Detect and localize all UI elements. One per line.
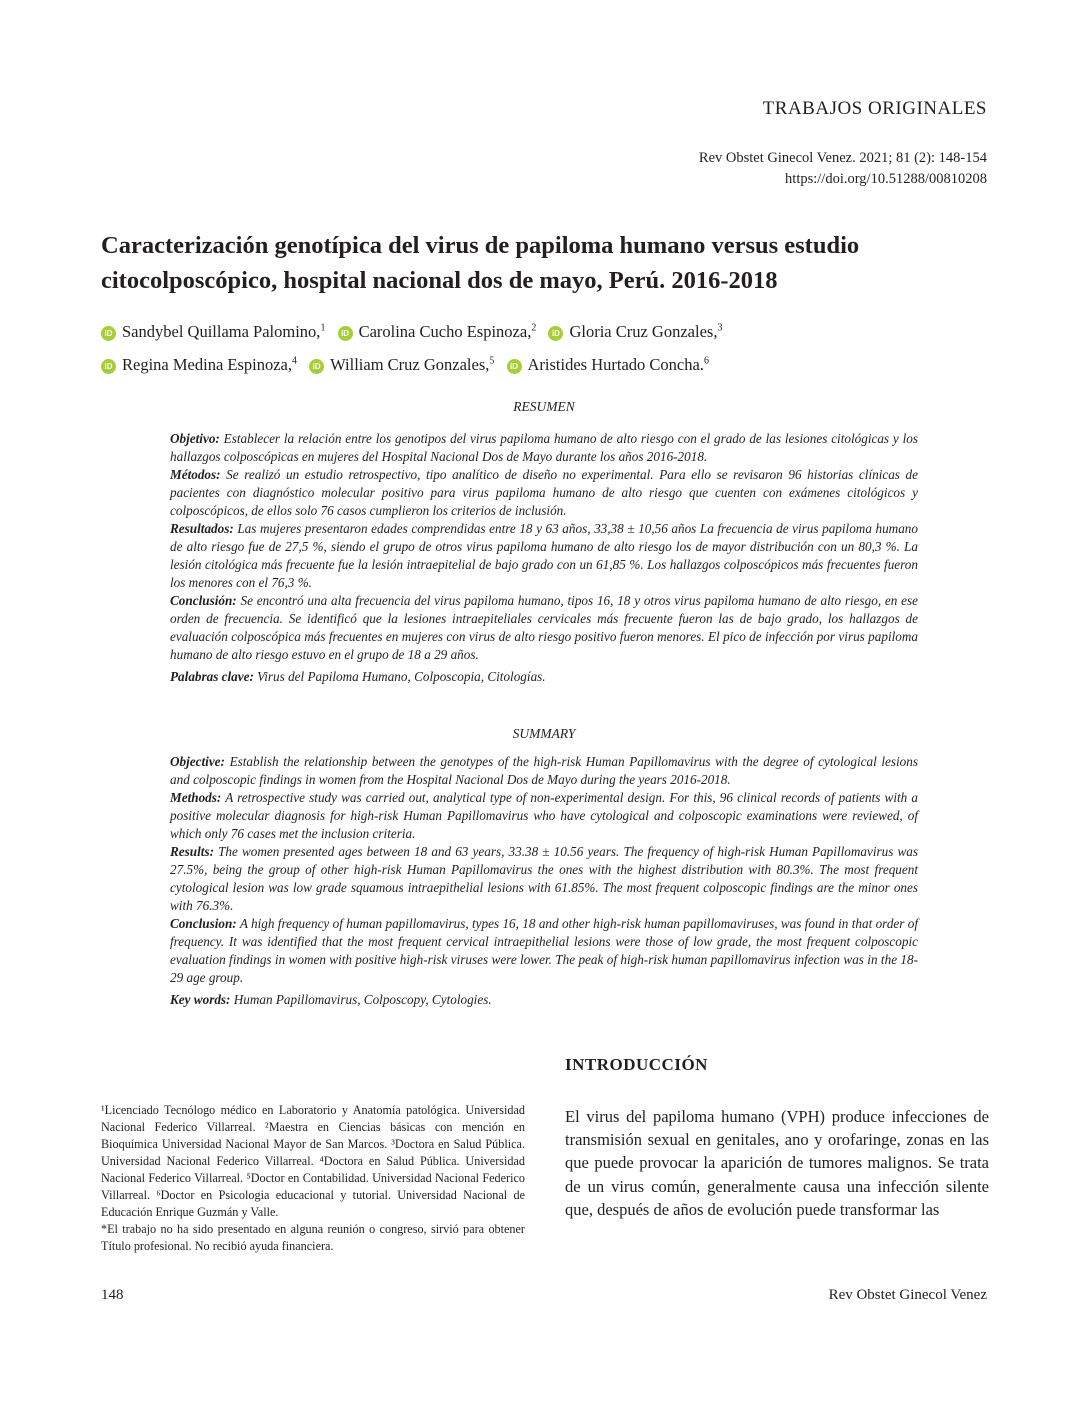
- resumen-objetivo: Objetivo: Establecer la relación entre los genotipos del virus papiloma humano de alto riesgo con el grado de las lesiones citológicas y los hallazgos colposcópicas en mujeres del Hospital Nacional Dos de Mayo durante los años 2016-2018.: [170, 431, 918, 464]
- article-title: Caracterización genotípica del virus de papiloma humano versus estudio citocolposcópico, hospital nacional dos de mayo, Perú. 2016-2018: [101, 232, 860, 294]
- journal-citation: Rev Obstet Ginecol Venez. 2021; 81 (2): 148-154: [698, 150, 987, 166]
- funding-note: *El trabajo no ha sido presentado en alguna reunión o congreso, sirvió para obtener Título profesional. No recibió ayuda financiera.: [101, 1222, 525, 1253]
- citation-block: [699, 148, 987, 190]
- resumen-body: [170, 430, 918, 686]
- resumen-conclusion: Conclusión: Se encontró una alta frecuencia del virus papiloma humano, tipos 16, 18 y otros virus papiloma humano de alto riesgo, en ese orden de frecuencia. Se identificó que la lesiones intraepiteliales cervicales más frecuente fueron las de bajo grado, los hallazgos de evaluación colposcópica más frecuentes en mujeres con virus de alto riesgo positivo fueron menores. El pico de infección por virus papiloma humano de alto riesgo estuvo en el grupo de 18 a 29 años.: [170, 593, 918, 662]
- author[interactable]: iD Gloria Cruz Gonzales,$^3$: [548, 322, 722, 341]
- orcid-icon[interactable]: iD: [507, 359, 522, 374]
- author[interactable]: iD Regina Medina Espinoza,$^4$: [101, 355, 297, 374]
- author[interactable]: iD Sandybel Quillama Palomino,$^1$: [101, 322, 325, 341]
- orcid-icon[interactable]: iD: [101, 326, 116, 341]
- author[interactable]: iD William Cruz Gonzales,$^5$: [309, 355, 494, 374]
- resumen-resultados: Resultados: Las mujeres presentaron edades comprendidas entre 18 y 63 años, 33,38 ± 10,56 años La frecuencia de virus papiloma humano de alto riesgo fue de 27,5 %, siendo el grupo de otros virus papiloma humano de alto riesgo los de mayor distribución con un 80,3 %. La lesión citológica más frecuente fue la lesión intraepitelial de bajo grado con un 61,85 %. Los hallazgos colposcópicos más frecuentes fueron los menores con el 76,3 %.: [170, 521, 918, 590]
- orcid-icon[interactable]: iD: [309, 359, 324, 374]
- doi-link[interactable]: https://doi.org/10.51288/00810208: [785, 171, 987, 187]
- intro-heading: INTRODUCCIÓN: [565, 1055, 708, 1074]
- orcid-icon[interactable]: iD: [338, 326, 353, 341]
- author[interactable]: iD Carolina Cucho Espinoza,$^2$: [338, 322, 537, 341]
- author-list: [101, 313, 991, 380]
- footer-journal: Rev Obstet Ginecol Venez: [828, 1287, 987, 1303]
- resumen-keywords: Palabras clave: Virus del Papiloma Humano, Colposcopia, Citologías.: [170, 669, 546, 684]
- summary-methods: Methods: A retrospective study was carried out, analytical type of non-experimental design. For this, 96 clinical records of patients with a positive molecular diagnosis for high-risk Human Papillomavirus who have cytological and colposcopic examinations were reviewed, of which only 76 cases met the inclusion criteria.: [170, 790, 919, 841]
- summary-body: [170, 753, 918, 1009]
- summary-results: Results: The women presented ages between 18 and 63 years, 33.38 ± 10.56 years. The frequency of high-risk Human Papillomavirus was 27.5%, being the group of other high-risk Human Papillomavirus the ones with the highest distribution with 80.3%. The most frequent cytological lesion was low grade squamous intraepithelial lesions with 61.85%. The most frequent colposcopic findings are the minor ones with 76.3%.: [170, 844, 918, 913]
- resumen-metodos: Métodos: Se realizó un estudio retrospectivo, tipo analítico de diseño no experimental. Para ello se revisaron 96 historias clínicas de pacientes con diagnóstico molecular positivo para virus papiloma humano de alto riesgo que cuenten con exámenes citológicos y colposcópicos, de ellos solo 76 casos cumplieron los criterios de inclusión.: [170, 467, 918, 518]
- intro-paragraph: El virus del papiloma humano (VPH) produce infecciones de transmisión sexual en genitales, ano y orofaringe, zonas en las que puede provocar la aparición de tumores malignos. Se trata de un virus común, generalmente causa una infección silente que, después de años de evolución puede transformar las: [565, 1107, 989, 1219]
- summary-conclusion: Conclusion: A high frequency of human papillomavirus, types 16, 18 and other high-risk human papillomaviruses, was found in that order of frequency. It was identified that the most frequent cervical intraepithelial lesions were those of low grade, the most frequent colposcopic evaluation findings in women with positive high-risk viruses were lower. The peak of high-risk human papillomavirus infection was in the 18-29 age group.: [170, 916, 919, 985]
- summary-objective: Objective: Establish the relationship between the genotypes of the high-risk Human Papillomavirus with the degree of cytological lesions and colposcopic findings in women from the Hospital Nacional Dos de Mayo during the years 2016-2018.: [170, 754, 919, 787]
- page-number: 148: [101, 1287, 124, 1303]
- summary-heading: SUMMARY: [512, 726, 576, 741]
- resumen-heading: RESUMEN: [513, 399, 575, 414]
- summary-keywords: Key words: Human Papillomavirus, Colposcopy, Cytologies.: [170, 992, 492, 1007]
- affiliations-note: ¹Licenciado Tecnólogo médico en Laboratorio y Anatomía patológica. Universidad Nacional Federico Villarreal. ²Maestra en Ciencias básicas con mención en Bioquímica Universidad Nacional Mayor de San Marcos. ³Doctora en Salud Pública. Universidad Nacional Federico Villarreal. ⁴Doctora en Salud Pública. Universidad Nacional Federico Villarreal. ⁵Doctor en Contabilidad. Universidad Nacional Federico Villarreal. ⁶Doctor en Psicologia educacional y tutorial. Universidad Nacional de Educación Enrique Guzmán y Valle.: [101, 1103, 525, 1219]
- orcid-icon[interactable]: iD: [101, 359, 116, 374]
- footnotes: [101, 1102, 525, 1255]
- author[interactable]: iD Aristides Hurtado Concha.$^6$: [507, 355, 709, 374]
- section-label: TRABAJOS ORIGINALES: [762, 98, 987, 119]
- orcid-icon[interactable]: iD: [548, 326, 563, 341]
